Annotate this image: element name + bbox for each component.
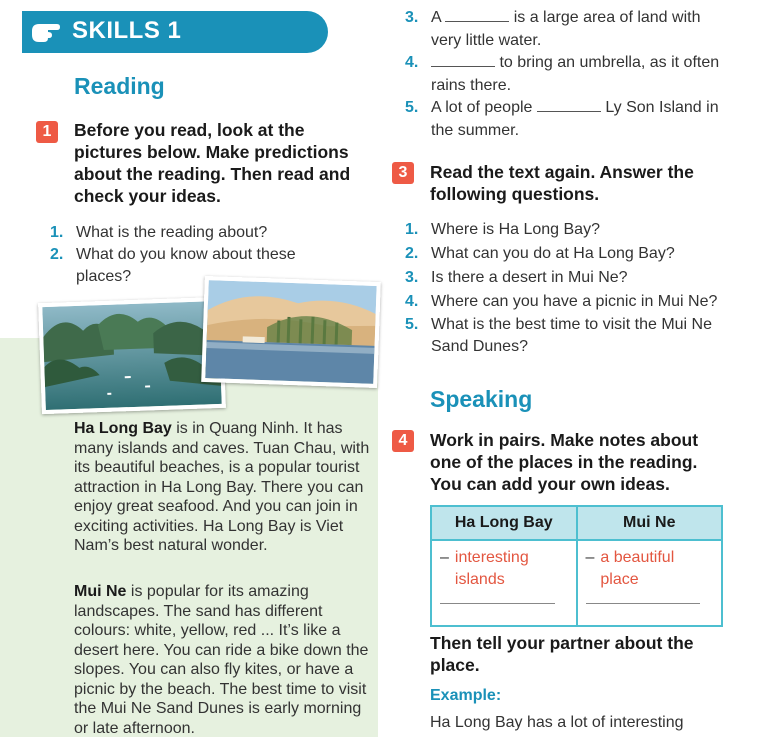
list-item: 5. What is the best time to visit the Mui Ne Sand Dunes? <box>405 316 712 355</box>
task4-instruction: Work in pairs. Make notes about one of the places in the reading. You can add your own ideas. <box>430 430 699 494</box>
list-item: 1. Where is Ha Long Bay? <box>405 221 600 238</box>
answer-blank[interactable] <box>445 7 509 22</box>
task-number-badge: 4 <box>392 430 414 452</box>
task-number-badge: 1 <box>36 121 58 143</box>
task-number-badge: 3 <box>392 162 414 184</box>
pointing-hand-icon <box>28 15 62 49</box>
table-header: Ha Long Bay <box>431 506 577 540</box>
task1-questions <box>50 222 350 288</box>
list-item: 3. Is there a desert in Mui Ne? <box>405 269 628 286</box>
reading-title: Reading <box>74 73 165 99</box>
list-item: 4. to bring an umbrella, as it often rains there. <box>405 54 720 94</box>
example-text: Ha Long Bay has a lot of interesting <box>430 714 684 731</box>
list-item: 5. A lot of people Ly Son Island in the summer. <box>405 99 719 139</box>
table-header: Mui Ne <box>577 506 723 540</box>
list-item: 1. What is the reading about? <box>50 224 268 241</box>
speaking-title: Speaking <box>430 386 533 412</box>
list-item: 4. Where can you have a picnic in Mui Ne? <box>405 293 718 310</box>
mui-ne-sand-dunes-photo <box>201 276 381 388</box>
table-cell[interactable]: – a beautiful place <box>577 540 723 626</box>
writing-line <box>440 603 555 604</box>
paragraph-mui-ne: Mui Ne is popular for its amazing landscapes. The sand has different colours: white, yellow, red ... It’s like a desert here. You can ride a bike down the slopes. You can also fly kites, or have a picnic by the beach. The best time to visit the Mui Ne Sand Dunes is early morning or late afternoon. <box>74 583 369 737</box>
answer-blank[interactable] <box>537 97 601 112</box>
page-title: SKILLS 1 <box>72 17 182 44</box>
ha-long-bay-photo <box>38 297 226 414</box>
writing-line <box>586 603 701 604</box>
then-instruction: Then tell your partner about the place. <box>430 633 694 675</box>
list-item: 2. What do you know about these places? <box>50 246 296 285</box>
list-item: 2. What can you do at Ha Long Bay? <box>405 245 675 262</box>
table-cell[interactable]: – interesting islands <box>431 540 577 626</box>
task1-instruction: Before you read, look at the pictures below. Make predictions about the reading. Then read and check your ideas. <box>74 120 351 206</box>
task3-instruction: Read the text again. Answer the following questions. <box>430 162 694 204</box>
gapfill-list <box>405 7 735 142</box>
notes-table <box>430 505 723 627</box>
answer-blank[interactable] <box>431 52 495 67</box>
paragraph-ha-long-bay: Ha Long Bay is in Quang Ninh. It has many islands and caves. Tuan Chau, with its beautiful beaches, is a popular tourist attraction in Ha Long Bay. There you can enjoy great seafood. And you can join in exciting activities. Ha Long Bay is Viet Nam’s best natural wonder. <box>74 420 370 554</box>
example-label: Example: <box>430 687 502 704</box>
task3-questions <box>405 218 735 358</box>
list-item: 3. A is a large area of land with very little water. <box>405 9 701 49</box>
